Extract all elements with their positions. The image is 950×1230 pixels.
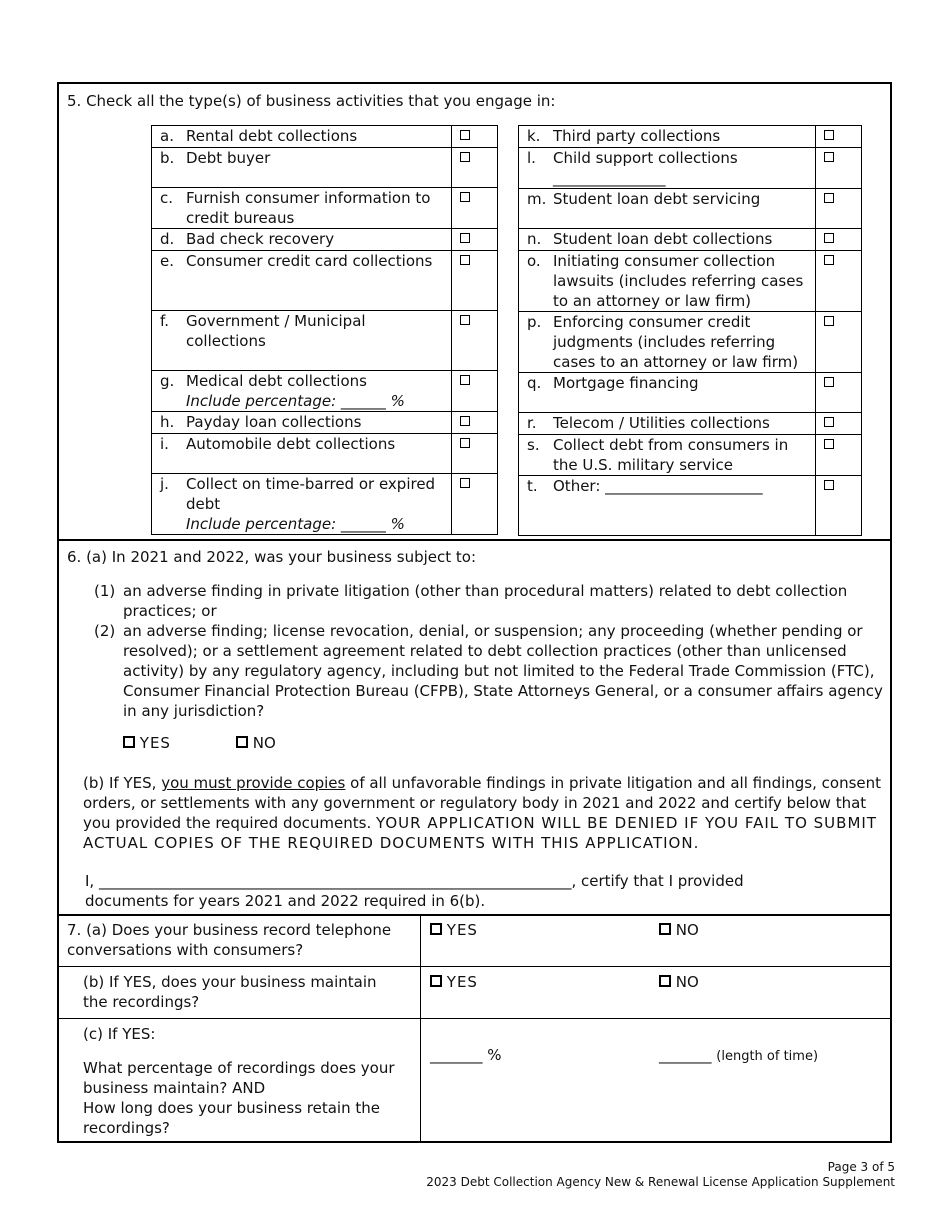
certification-line[interactable]: I, _______________________________________________________________, certify that I provided [85,872,744,890]
activity-row [519,476,862,536]
activity-letter: q. [519,373,548,413]
activity-label: Bad check recovery [186,230,335,248]
q6-no-label: NO [252,734,276,752]
activity-letter: f. [152,311,181,371]
activity-letter: k. [519,126,548,148]
activity-label: Rental debt collections [186,127,358,145]
activity-label: Consumer credit card collections [186,252,433,270]
checkbox-cell [816,413,862,435]
q7a-no-label: NO [675,921,699,939]
certification-line-2: documents for years 2021 and 2022 required in 6(b). [85,892,486,910]
question-5-prompt: 5. Check all the type(s) of business activities that you engage in: [67,92,556,110]
checkbox-cell [816,126,862,148]
checkbox-icon[interactable] [460,438,470,448]
activity-letter: b. [152,148,181,188]
checkbox-cell [452,371,498,412]
activity-letter: s. [519,435,548,476]
checkbox-icon[interactable] [824,417,834,427]
form-frame [57,82,892,1143]
activity-label: Student loan debt collections [553,230,773,248]
question-7c-head: (c) If YES: [83,1025,156,1043]
activity-cell [547,373,816,413]
activity-letter: o. [519,251,548,312]
q7b-no-option[interactable] [659,972,699,992]
checkbox-cell [452,148,498,188]
checkbox-icon[interactable] [824,377,834,387]
activity-row [152,148,498,188]
checkbox-cell [816,476,862,536]
checkbox-cell [452,311,498,371]
checkbox-cell [452,126,498,148]
activity-label: Telecom / Utilities collections [553,414,770,432]
activity-cell [180,188,452,229]
checkbox-icon[interactable] [824,130,834,140]
checkbox-icon[interactable] [430,975,442,987]
activity-cell [180,251,452,311]
q7a-yes-option[interactable] [430,920,478,940]
activity-cell [547,229,816,251]
percentage-note[interactable]: Include percentage: ______ % [186,515,405,533]
activity-cell [547,435,816,476]
question-7b-prompt: (b) If YES, does your business maintain the recordings? [83,973,377,1011]
activity-row [152,188,498,229]
activities-table-right [518,125,862,536]
activity-row [519,435,862,476]
checkbox-icon[interactable] [824,152,834,162]
activity-row [152,371,498,412]
retention-time-label: (length of time) [716,1049,819,1064]
q6b-denial-warning: YOUR APPLICATION WILL BE DENIED IF YOU FAIL TO SUBMIT ACTUAL COPIES OF THE REQUIRED DOCUMENTS WITH THIS APPLICATION. [83,814,877,852]
activity-letter: g. [152,371,181,412]
q6-no-option[interactable] [236,733,276,753]
checkbox-cell [816,148,862,189]
checkbox-icon[interactable] [659,975,671,987]
activity-letter: j. [152,474,181,535]
checkbox-icon[interactable] [460,478,470,488]
checkbox-icon[interactable] [659,923,671,935]
activity-cell [180,434,452,474]
question-5-section [59,84,890,541]
checkbox-icon[interactable] [460,130,470,140]
page-number: Page 3 of 5 [827,1160,895,1174]
checkbox-cell [452,188,498,229]
item-1-number: (1) [94,582,116,600]
activity-row [152,126,498,148]
activity-row [519,251,862,312]
question-7c-q1: What percentage of recordings does your business maintain? AND [83,1059,395,1097]
activity-cell [547,312,816,373]
activity-letter: i. [152,434,181,474]
activity-cell [180,148,452,188]
item-2-number: (2) [94,622,116,640]
activity-label: Medical debt collections [186,372,367,390]
checkbox-cell [452,229,498,251]
activity-label: Collect debt from consumers in the U.S. military service [553,436,789,474]
checkbox-cell [452,412,498,434]
activity-cell [180,412,452,434]
question-7a-row [59,915,890,967]
activity-cell [547,476,816,536]
activity-row [519,126,862,148]
activity-row [519,148,862,189]
question-6a-prompt: 6. (a) In 2021 and 2022, was your business subject to: [67,548,477,566]
checkbox-cell [816,229,862,251]
activity-letter: d. [152,229,181,251]
activity-cell [547,251,816,312]
q6-yes-label: YES [139,734,171,752]
activity-row [152,474,498,535]
footer-title: 2023 Debt Collection Agency New & Renewal License Application Supplement [426,1175,895,1189]
retention-time-field[interactable] [659,1045,818,1067]
q6-yes-option[interactable] [123,733,171,753]
activity-letter: p. [519,312,548,373]
activity-cell [180,311,452,371]
question-7-section [59,915,890,1141]
question-6-section [59,539,890,916]
checkbox-icon[interactable] [824,233,834,243]
activity-label: Enforcing consumer credit judgments (includes referring cases to an attorney or law firm) [553,313,799,371]
checkbox-icon[interactable] [824,255,834,265]
q7b-yes-label: YES [446,973,478,991]
activity-label: Mortgage financing [553,374,699,392]
activity-label: Student loan debt servicing [553,190,761,208]
checkbox-icon[interactable] [824,439,834,449]
q6b-underlined: you must provide copies [161,774,346,792]
activity-cell [180,229,452,251]
q7a-yes-label: YES [446,921,478,939]
activity-cell [547,126,816,148]
activity-label: Collect on time-barred or expired debt [186,475,436,513]
checkbox-cell [816,435,862,476]
q7b-no-label: NO [675,973,699,991]
activity-cell [180,474,452,535]
activity-row [519,373,862,413]
checkbox-icon[interactable] [824,316,834,326]
checkbox-cell [816,251,862,312]
activity-label: Government / Municipal collections [186,312,366,350]
activity-letter: t. [519,476,548,536]
activity-cell [547,148,816,189]
checkbox-cell [452,474,498,535]
activity-row [519,229,862,251]
question-7c-q2: How long does your business retain the recordings? [83,1099,380,1137]
activity-label: Initiating consumer collection lawsuits (includes referring cases to an attorney or law firm) [553,252,804,310]
checkbox-cell [452,251,498,311]
activity-letter: c. [152,188,181,229]
activity-letter: m. [519,189,548,229]
activity-cell [547,413,816,435]
activity-label: Debt buyer [186,149,271,167]
item-1-text: an adverse finding in private litigation (other than procedural matters) related to debt collection practices; or [123,582,848,620]
q6b-rest: of all unfavorable findings in private litigation and all findings, consent orders, or settlements with any government or regulatory body in 2021 and 2022 and certify below that you provided the required documents. [83,774,882,832]
activity-cell [180,371,452,412]
checkbox-icon[interactable] [123,736,135,748]
checkbox-icon[interactable] [460,315,470,325]
checkbox-cell [452,434,498,474]
question-7a-prompt: 7. (a) Does your business record telephone conversations with consumers? [67,921,392,959]
activities-table-left [151,125,498,535]
q6b-lead: (b) If YES, [83,774,157,792]
activity-row [152,229,498,251]
q7b-yes-option[interactable] [430,972,478,992]
activity-label: Automobile debt collections [186,435,396,453]
item-2-text: an adverse finding; license revocation, denial, or suspension; any proceeding (whether pending or resolved); or a settlement agreement related to debt collection practices (other than unlicensed activity) by any regulatory agency, including but not limited to the Federal Trade Commission (FTC), Consumer Financial Protection Bureau (CFPB), State Attorneys General, or a consumer affairs agency in any jurisdiction? [123,622,883,720]
activity-row [152,311,498,371]
checkbox-icon[interactable] [460,192,470,202]
q7a-no-option[interactable] [659,920,699,940]
activity-label: Payday loan collections [186,413,362,431]
activity-letter: l. [519,148,548,189]
activity-row [519,312,862,373]
checkbox-icon[interactable] [460,255,470,265]
activity-letter: h. [152,412,181,434]
checkbox-cell [816,189,862,229]
checkbox-icon[interactable] [236,736,248,748]
activity-letter: r. [519,413,548,435]
activity-row [152,412,498,434]
question-7c-row [59,1019,890,1141]
checkbox-icon[interactable] [824,480,834,490]
activity-row [152,251,498,311]
checkbox-cell [816,312,862,373]
activity-label: Other: _____________________ [553,477,763,495]
checkbox-icon[interactable] [430,923,442,935]
activity-cell [547,189,816,229]
question-6b-text [83,773,887,853]
activity-letter: e. [152,251,181,311]
checkbox-cell [816,373,862,413]
activity-row [519,413,862,435]
activity-letter: a. [152,126,181,148]
checkbox-icon[interactable] [460,233,470,243]
activity-label: Third party collections [553,127,721,145]
activity-row [152,434,498,474]
activity-cell [180,126,452,148]
checkbox-icon[interactable] [460,375,470,385]
retention-time-blank[interactable]: _______ [659,1046,712,1064]
checkbox-icon[interactable] [824,193,834,203]
percentage-blank[interactable]: _______ % [430,1046,502,1064]
activity-label: Child support collections _______________ [553,149,738,187]
checkbox-icon[interactable] [460,416,470,426]
activity-row [519,189,862,229]
question-7b-row [59,967,890,1019]
percentage-note[interactable]: Include percentage: ______ % [186,392,405,410]
checkbox-icon[interactable] [460,152,470,162]
activity-letter: n. [519,229,548,251]
activity-label: Furnish consumer information to credit bureaus [186,189,431,227]
